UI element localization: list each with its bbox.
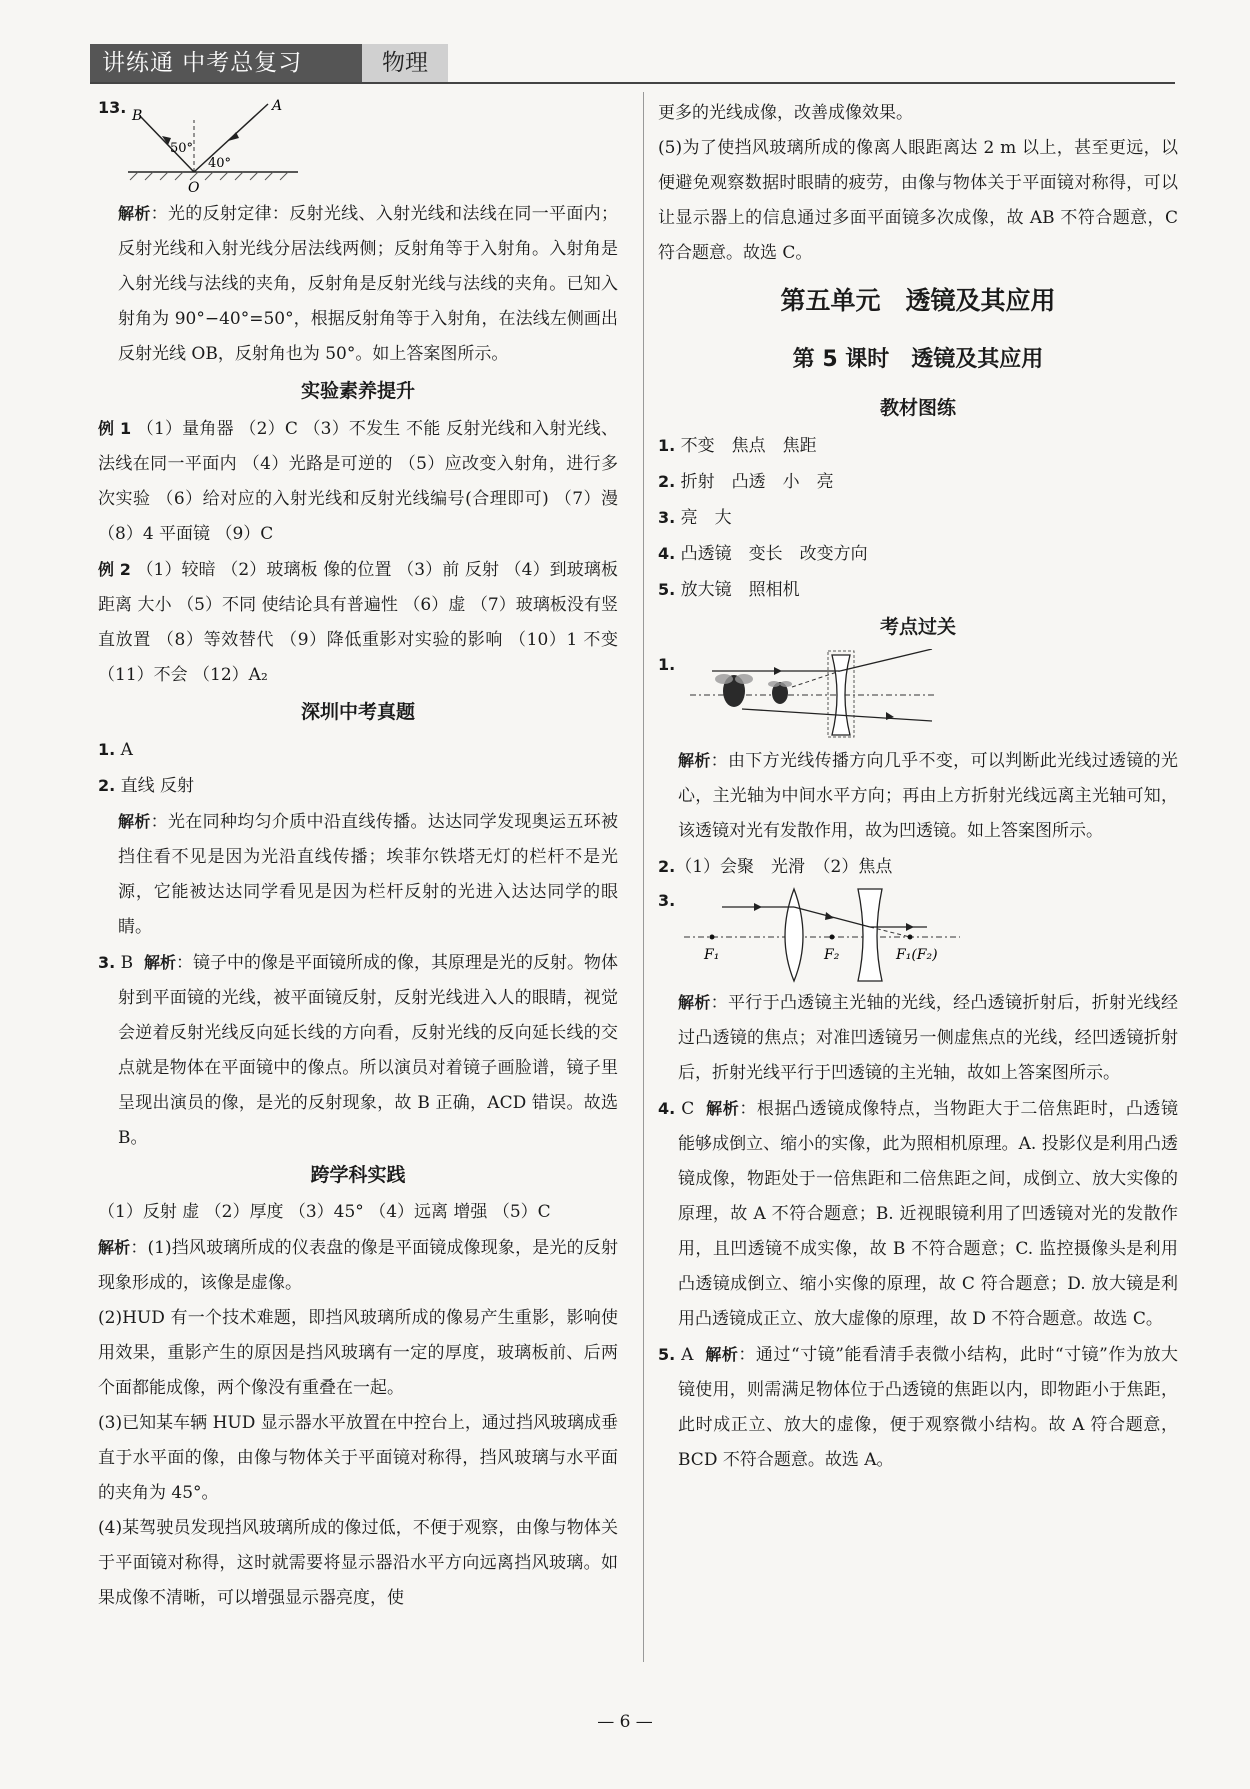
example-2 <box>98 552 618 693</box>
lesson-title: 第 5 课时 透镜及其应用 <box>792 347 1044 372</box>
analysis-text: ：光在同种均匀介质中沿直线传播。达达同学发现奥运五环被挡住看不见是因为光沿直线传播；埃菲尔铁塔无灯的栏杆不是光源，它能被达达同学看见是因为栏杆反射的光进入达达同学的眼睛。 <box>118 812 618 937</box>
kp-q2 <box>658 849 1178 885</box>
kp-q5 <box>658 1337 1178 1478</box>
angle-50: 50° <box>170 141 194 156</box>
tb-item <box>658 572 1178 608</box>
kp-q2-label: 2. <box>658 857 676 876</box>
label-f1f2: F₁(F₂) <box>896 947 938 963</box>
kp-q5-label: 5. <box>658 1345 676 1364</box>
cross-analysis-1 <box>98 1230 618 1301</box>
kp-q4 <box>658 1091 1178 1337</box>
sz-q1 <box>98 732 618 768</box>
label-f2: F₂ <box>824 947 840 963</box>
tb-item <box>658 464 1178 500</box>
angle-40: 40° <box>208 156 232 171</box>
analysis-label: 解析 <box>705 1345 739 1364</box>
analysis-label: 解析 <box>143 953 176 972</box>
cross-analysis-2: (2)HUD 有一个技术难题，即挡风玻璃所成的像易产生重影，影响使用效果，重影产生的原因是挡风玻璃有一定的厚度，玻璃板前、后两个面都能成像，两个像没有重叠在一起。 <box>98 1308 618 1398</box>
page-header <box>90 44 1175 84</box>
cross-analysis-4-cont: 更多的光线成像，改善成像效果。 <box>658 103 913 123</box>
analysis-label: 解析 <box>98 1238 131 1257</box>
q13-analysis <box>98 196 618 372</box>
sz-q2-label: 2. <box>98 776 116 795</box>
section-checkpoint: 考点过关 <box>879 616 956 638</box>
analysis-text: ：镜子中的像是平面镜所成的像，其原理是光的反射。物体射到平面镜的光线，被平面镜反射，反射光线进入人的眼睛，视觉会逆着反射光线反向延长线的方向看，反射光线的反向延长线的交点就是物体在平面镜中的像点。所以演员对着镜子画脸谱，镜子里呈现出演员的像，是光的反射现象，故 B 正确，ACD 错误。故选 B。 <box>118 953 618 1148</box>
section-experiment: 实验素养提升 <box>300 380 415 402</box>
q13-label: 13. <box>98 98 127 117</box>
sz-q2 <box>98 768 618 804</box>
column-divider <box>643 92 644 1662</box>
lens-combination-diagram <box>682 885 962 983</box>
analysis-text: ：(1)挡风玻璃所成的仪表盘的像是平面镜成像现象，是光的反射现象形成的，该像是虚像。 <box>98 1238 618 1293</box>
kp-q4-label: 4. <box>658 1099 676 1118</box>
q13 <box>98 96 618 196</box>
kp-q5-answer: A <box>681 1345 694 1365</box>
analysis-label: 解析 <box>118 204 151 223</box>
section-cross: 跨学科实践 <box>310 1164 406 1186</box>
label-a: A <box>272 98 283 114</box>
analysis-text: ：通过“寸镜”能看清手表微小结构，此时“寸镜”作为放大镜使用，则需满足物体位于凸透镜的焦距以内，即物距小于焦距，此时成正立、放大的虚像，便于观察微小结构。故 A 符合题意，BCD 不符合题意。故选 A。 <box>678 1345 1178 1470</box>
sz-q1-answer: A <box>120 740 133 760</box>
tb-item <box>658 428 1178 464</box>
unit-title: 第五单元 透镜及其应用 <box>780 286 1056 315</box>
kp-q1-analysis <box>658 743 1178 849</box>
section-textbook: 教材图练 <box>879 397 956 419</box>
sz-q3-label: 3. <box>98 953 116 972</box>
series-title: 讲练通 中考总复习 <box>90 44 362 82</box>
tb-item-text: 放大镜 照相机 <box>680 580 800 600</box>
tb-item-text: 凸透镜 变长 改变方向 <box>680 544 868 564</box>
concave-lens-diagram <box>682 649 942 741</box>
label-b: B <box>132 108 143 124</box>
analysis-text: ：平行于凸透镜主光轴的光线，经凸透镜折射后，折射光线经过凸透镜的焦点；对准凹透镜另一侧虚焦点的光线，经凹透镜折射后，折射光线平行于凹透镜的主光轴，故如上答案图所示。 <box>678 993 1178 1083</box>
sz-q3-answer: B <box>120 953 134 973</box>
analysis-label: 解析 <box>118 812 151 831</box>
cross-analysis-3: (3)已知某车辆 HUD 显示器水平放置在中控台上，通过挡风玻璃成垂直于水平面的像，由像与物体关于平面镜对称得，挡风玻璃与水平面的夹角为 45°。 <box>98 1413 618 1503</box>
sz-q3 <box>98 945 618 1156</box>
analysis-text: ：根据凸透镜成像特点，当物距大于二倍焦距时，凸透镜能够成倒立、缩小的实像，此为照相机原理。A. 投影仪是利用凸透镜成像，物距处于一倍焦距和二倍焦距之间，成倒立、放大实像的原理，故 A 不符合题意；B. 近视眼镜利用了凹透镜对光的发散作用，且凹透镜不成实像，故 B 不符合题意；C. 监控摄像头是利用凸透镜成倒立、缩小实像的原理，故 C 符合题意；D. 放大镜是利用凸透镜成正立、放大虚像的原理，故 D 不符合题意。故选 C。 <box>678 1099 1178 1329</box>
tb-item <box>658 500 1178 536</box>
analysis-text: ：光的反射定律：反射光线、入射光线和法线在同一平面内；反射光线和入射光线分居法线两侧；反射角等于入射角。入射角是入射光线与法线的夹角，反射角是反射光线与法线的夹角。已知入射角为 90°−40°=50°，根据反射角等于入射角，在法线左侧画出反射光线 OB，反射角也为 50°。如上答案图所示。 <box>118 204 618 364</box>
cross-analysis-4: (4)某驾驶员发现挡风玻璃所成的像过低，不便于观察，由像与物体关于平面镜对称得，这时就需要将显示器沿水平方向远离挡风玻璃。如果成像不清晰，可以增强显示器亮度，使 <box>98 1518 618 1608</box>
kp-q4-answer: C <box>681 1099 695 1119</box>
analysis-label: 解析 <box>678 993 711 1012</box>
sz-q2-analysis <box>98 804 618 945</box>
kp-q3-label: 3. <box>658 891 676 910</box>
kp-q2-answer: （1）会聚 光滑 （2）焦点 <box>675 857 893 877</box>
section-shenzhen: 深圳中考真题 <box>300 701 415 723</box>
sz-q2-answer: 直线 反射 <box>120 776 195 796</box>
example-1 <box>98 411 618 552</box>
tb-item-label: 2. <box>658 472 676 491</box>
cross-answers: （1）反射 虚 （2）厚度 （3）45° （4）远离 增强 （5）C <box>98 1202 551 1222</box>
kp-q1-label: 1. <box>658 655 676 674</box>
tb-item-label: 1. <box>658 436 676 455</box>
left-column <box>98 96 618 1616</box>
label-f1: F₁ <box>704 947 720 963</box>
tb-item-text: 亮 大 <box>680 508 732 528</box>
example-1-label: 例 1 <box>98 419 132 438</box>
header-rule <box>90 82 1175 84</box>
subject-tab: 物理 <box>362 44 448 82</box>
analysis-label: 解析 <box>706 1099 740 1118</box>
analysis-text: ：由下方光线传播方向几乎不变，可以判断此光线过透镜的光心，主光轴为中间水平方向；再由上方折射光线远离主光轴可知，该透镜对光有发散作用，故为凹透镜。如上答案图所示。 <box>678 751 1178 841</box>
tb-item-text: 折射 凸透 小 亮 <box>680 472 834 492</box>
kp-q3-analysis <box>658 985 1178 1091</box>
reflection-diagram <box>128 96 308 196</box>
page-number: — 6 — <box>597 1712 653 1732</box>
tb-item <box>658 536 1178 572</box>
sz-q1-label: 1. <box>98 740 116 759</box>
tb-item-label: 3. <box>658 508 676 527</box>
example-2-label: 例 2 <box>98 560 131 579</box>
example-2-text: （1）较暗 （2）玻璃板 像的位置 （3）前 反射 （4）到玻璃板距离 大小 （5）不同 使结论具有普遍性 （6）虚 （7）玻璃板没有竖直放置 （8）等效替代 （9）降低重影对实验的影响 （10）1 不变 （11）不会 （12）A₂ <box>98 560 618 685</box>
tb-item-label: 5. <box>658 580 676 599</box>
tb-item-label: 4. <box>658 544 676 563</box>
label-o: O <box>188 180 200 196</box>
cross-analysis-5: (5)为了使挡风玻璃所成的像离人眼距离达 2 m 以上，甚至更远，以便避免观察数据时眼睛的疲劳，由像与物体关于平面镜对称得，可以让显示器上的信息通过多面平面镜多次成像，故 AB 不符合题意，C 符合题意。故选 C。 <box>658 138 1178 263</box>
analysis-label: 解析 <box>678 751 711 770</box>
tb-item-text: 不变 焦点 焦距 <box>680 436 817 456</box>
kp-q3 <box>658 885 1178 985</box>
right-column <box>658 96 1178 1478</box>
kp-q1 <box>658 647 1178 743</box>
example-1-text: （1）量角器 （2）C （3）不发生 不能 反射光线和入射光线、法线在同一平面内 （4）光路是可逆的 （5）应改变入射角，进行多次实验 （6）给对应的入射光线和反射光线编号(合理即可) （7）漫 （8）4 平面镜 （9）C <box>98 419 618 544</box>
